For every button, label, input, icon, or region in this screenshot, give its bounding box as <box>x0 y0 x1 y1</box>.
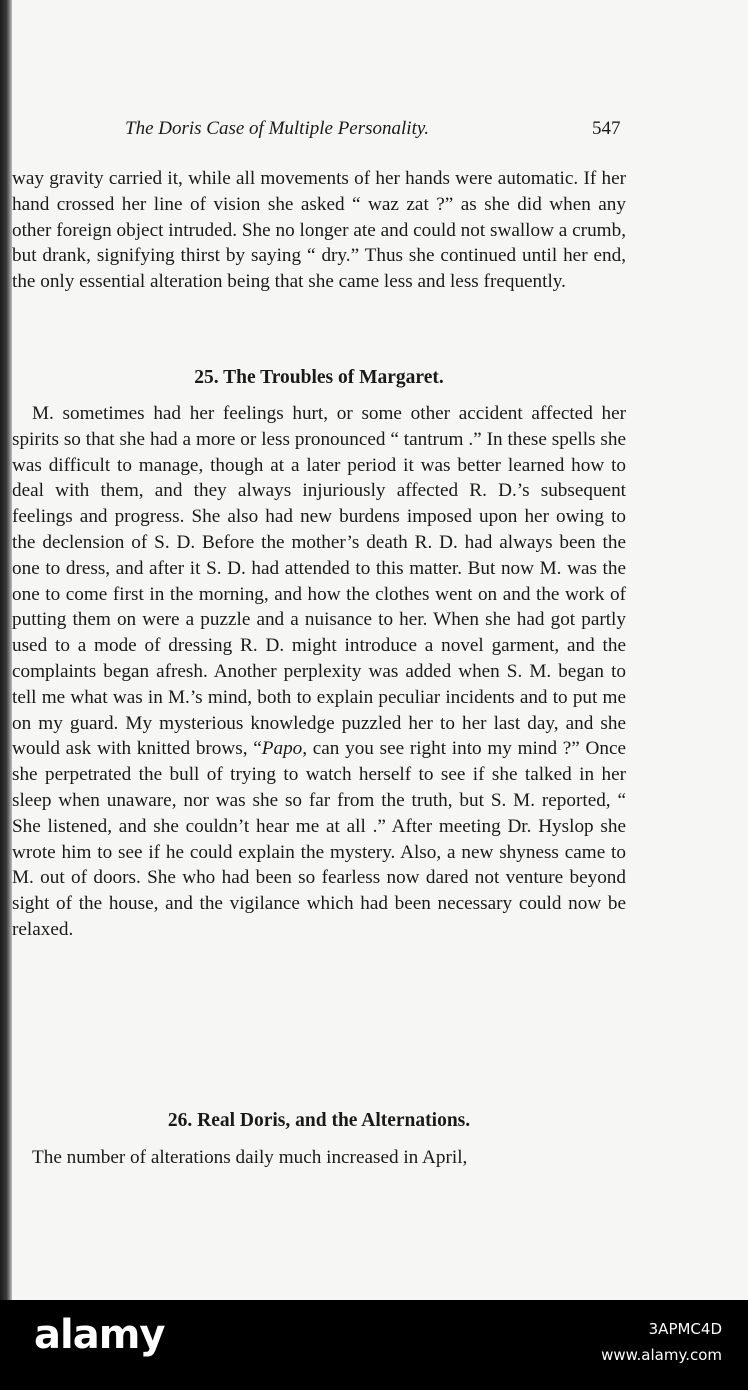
paragraph-2-part-2: can you see right into my mind ?” Once she perpetrated the bull of trying to watch herself to see if she talked in her sleep when unaware, nor was she so far from the truth, but S. M. reported, “ She listened, and she couldn’t hear me at all .” After meeting Dr. Hyslop she wrote him to see if he could explain the mystery. Also, a new shyness came to M. out of doors. She who had been so fearless now dared not venture beyond sight of the house, and the vigilance which had been necessary could now be relaxed. <box>12 738 626 940</box>
book-spine-shadow <box>0 0 12 1300</box>
running-header <box>0 118 748 144</box>
paragraph-1-text: way gravity carried it, while all movements of her hands were automatic. If her hand crossed her line of vision she asked “ waz zat ?” as she did when any other foreign object intruded. She no longer ate and could not swallow a crumb, but drank, signifying thirst by saying “ dry.” Thus she continued until her end, the only essential alteration being that she came less and less frequently. <box>12 168 626 293</box>
paragraph-2 <box>12 401 626 943</box>
alamy-logo: alamy <box>34 1312 165 1358</box>
page-number: 547 <box>592 118 621 139</box>
paragraph-3 <box>12 1145 626 1171</box>
paragraph-1 <box>12 166 626 295</box>
site-url: www.alamy.com <box>601 1346 722 1364</box>
image-id: 3APMC4D <box>648 1320 722 1338</box>
section-26-heading: 26. Real Doris, and the Alternations. <box>167 1110 471 1131</box>
paragraph-3-text: The number of alterations daily much increased in April, <box>32 1147 468 1168</box>
running-title: The Doris Case of Multiple Personality. <box>125 118 429 139</box>
paragraph-2-italic: Papo, <box>261 738 308 760</box>
paragraph-2-part-1: M. sometimes had her feelings hurt, or some other accident affected her spirits so that she had a more or less pronounced “ tantrum .” In these spells she was difficult to manage, though at a later period it was better learned how to deal with them, and they always injuriously affected R. D.’s subsequent feelings and progress. She also had new burdens imposed upon her owing to the declension of S. D. Before the mother’s death R. D. had always been the one to dress, and after it S. D. had attended to this matter. But now M. was the one to come first in the morning, and how the clothes went on and the work of putting them on were a puzzle and a nuisance to her. When she had got partly used to a mode of dressing R. D. might introduce a novel garment, and the complaints began afresh. Another perplexity was added when S. M. began to tell me what was in M.’s mind, both to explain peculiar incidents and to put me on my guard. My mysterious knowledge puzzled her to her last day, and she would ask with knitted brows, “ <box>12 403 626 760</box>
section-25-heading: 25. The Troubles of Margaret. <box>194 367 444 388</box>
paragraph-2-text <box>12 401 626 943</box>
